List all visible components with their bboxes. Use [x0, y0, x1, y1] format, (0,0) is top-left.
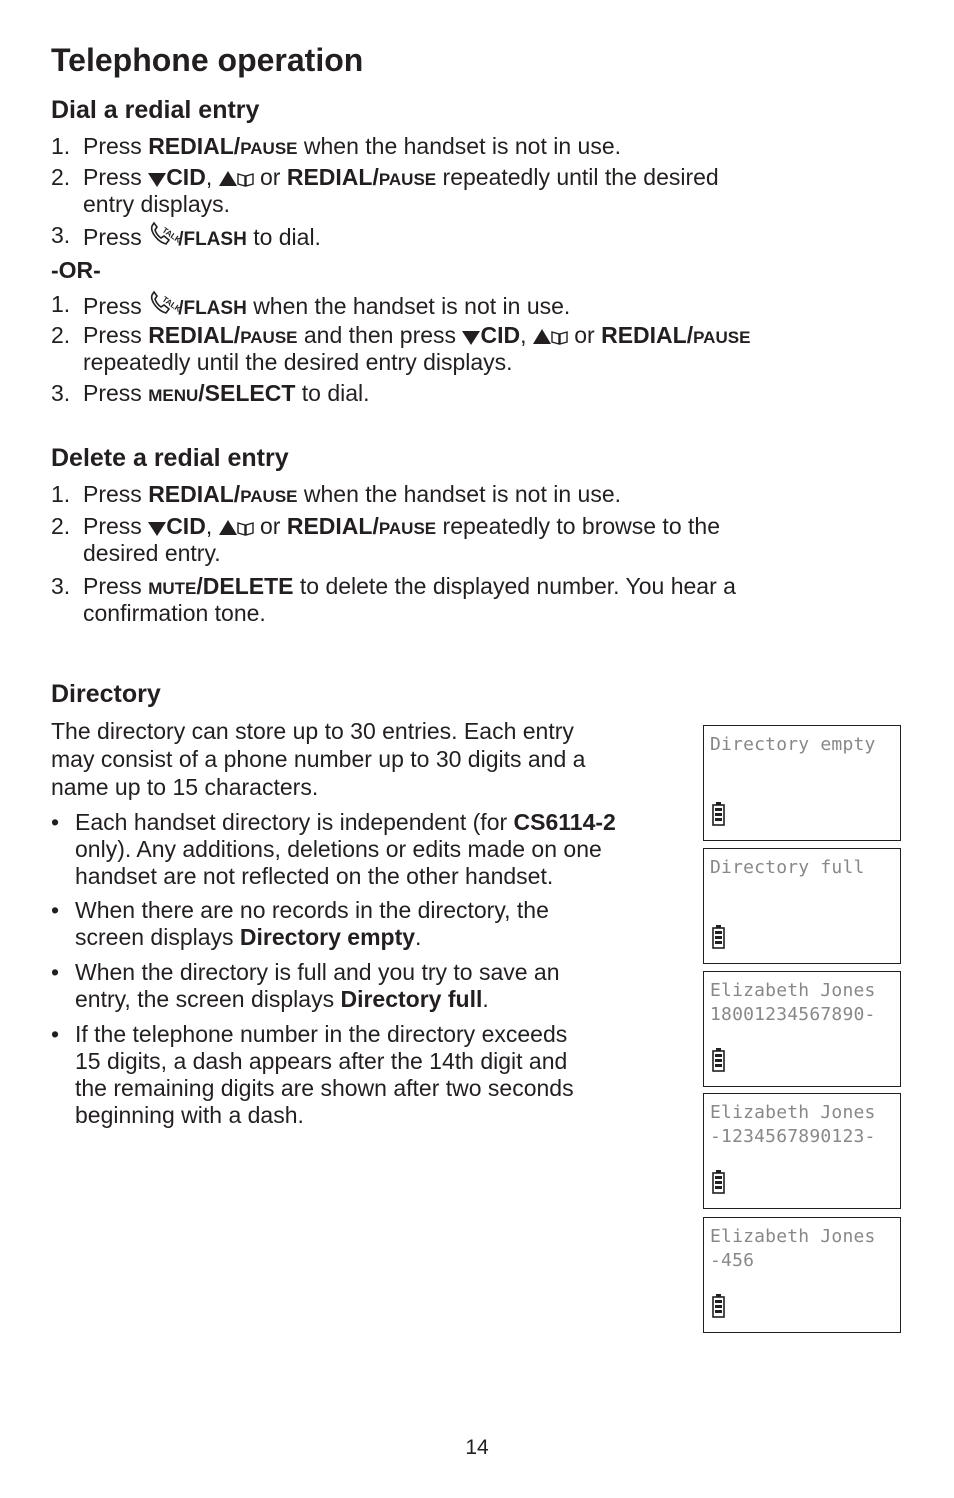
down-triangle-icon	[148, 171, 166, 187]
up-triangle-icon	[533, 329, 551, 345]
step-number: 1.	[51, 291, 71, 317]
battery-icon	[712, 925, 725, 949]
section-heading-dial-redial: Dial a redial entry	[51, 96, 260, 124]
lcd-line-1: Directory empty	[710, 734, 876, 755]
page-title: Telephone operation	[51, 42, 364, 78]
lcd-screen-entry-part-2	[703, 1093, 901, 1209]
section-heading-delete-redial: Delete a redial entry	[51, 444, 289, 472]
directory-book-icon	[237, 520, 254, 536]
step-text: Press CID, or REDIAL/PAUSE repeatedly to browse to the	[83, 513, 720, 539]
step-number: 2.	[51, 322, 71, 348]
step-text: Press REDIAL/PAUSE when the handset is not in use.	[83, 133, 621, 159]
bullet-dot: •	[51, 959, 60, 985]
lcd-line-1: Elizabeth Jones	[710, 1226, 876, 1247]
lcd-line-2: -1234567890123-	[710, 1126, 876, 1147]
battery-icon	[712, 802, 725, 826]
lcd-screen-entry-part-3	[703, 1217, 901, 1333]
step-text: Press MUTE/DELETE to delete the displayed number. You hear a	[83, 573, 736, 599]
redial-key: REDIAL/	[148, 133, 241, 159]
section-heading-directory: Directory	[51, 680, 161, 708]
step-number: 3.	[51, 380, 71, 406]
step-text: Press TALK /FLASH to dial.	[83, 224, 321, 250]
down-triangle-icon	[462, 329, 480, 345]
lcd-screen-directory-full	[703, 848, 901, 964]
lcd-screen-directory-empty	[703, 725, 901, 841]
directory-book-icon	[551, 329, 568, 345]
lcd-line-1: Directory full	[710, 857, 865, 878]
down-triangle-icon	[148, 520, 166, 536]
battery-icon	[712, 1048, 725, 1072]
step-number: 3.	[51, 222, 71, 248]
lcd-line-1: Elizabeth Jones	[710, 1102, 876, 1123]
step-text: Press CID, or REDIAL/PAUSE repeatedly until the desired	[83, 164, 719, 190]
up-triangle-icon	[219, 520, 237, 536]
page-number: 14	[465, 1436, 489, 1459]
pause-key: PAUSE	[240, 139, 298, 158]
battery-icon	[712, 1294, 725, 1318]
step-number: 2.	[51, 164, 71, 190]
bullet-dot: •	[51, 897, 60, 923]
step-text: Press TALK /FLASH when the handset is not in use.	[83, 293, 571, 319]
directory-book-icon	[237, 171, 254, 187]
talk-phone-icon	[148, 222, 183, 248]
bullet-dot: •	[51, 1021, 60, 1047]
step-text: Press MENU/SELECT to dial.	[83, 380, 370, 406]
bullet-dot: •	[51, 809, 60, 835]
step-number: 3.	[51, 573, 71, 599]
svg-text:TALK: TALK	[160, 225, 183, 245]
battery-icon	[712, 1170, 725, 1194]
menu-key: MENU	[148, 386, 199, 405]
step-text-cont: confirmation tone.	[83, 600, 266, 626]
model-number: CS6114-2	[513, 809, 616, 835]
step-number: 1.	[51, 133, 71, 159]
step-text-cont: entry displays.	[83, 191, 231, 217]
select-key: /SELECT	[198, 380, 296, 406]
step-text-cont: desired entry.	[83, 540, 221, 566]
step-number: 2.	[51, 513, 71, 539]
lcd-screen-entry-part-1	[703, 971, 901, 1087]
or-separator: -OR-	[51, 257, 101, 283]
lcd-line-2: -456	[710, 1250, 755, 1271]
lcd-line-1: Elizabeth Jones	[710, 980, 876, 1001]
mute-key: MUTE	[148, 579, 197, 598]
lcd-line-2: 18001234567890-	[710, 1004, 876, 1025]
talk-phone-icon	[148, 291, 183, 317]
step-text: Press REDIAL/PAUSE and then press CID, or REDIAL/PAUSE	[83, 322, 751, 348]
step-text-cont: repeatedly until the desired entry displays.	[83, 349, 513, 375]
step-text: Press REDIAL/PAUSE when the handset is not in use.	[83, 481, 621, 507]
step-number: 1.	[51, 481, 71, 507]
up-triangle-icon	[219, 171, 237, 187]
delete-key: /DELETE	[196, 573, 294, 599]
svg-text:TALK: TALK	[160, 294, 183, 314]
